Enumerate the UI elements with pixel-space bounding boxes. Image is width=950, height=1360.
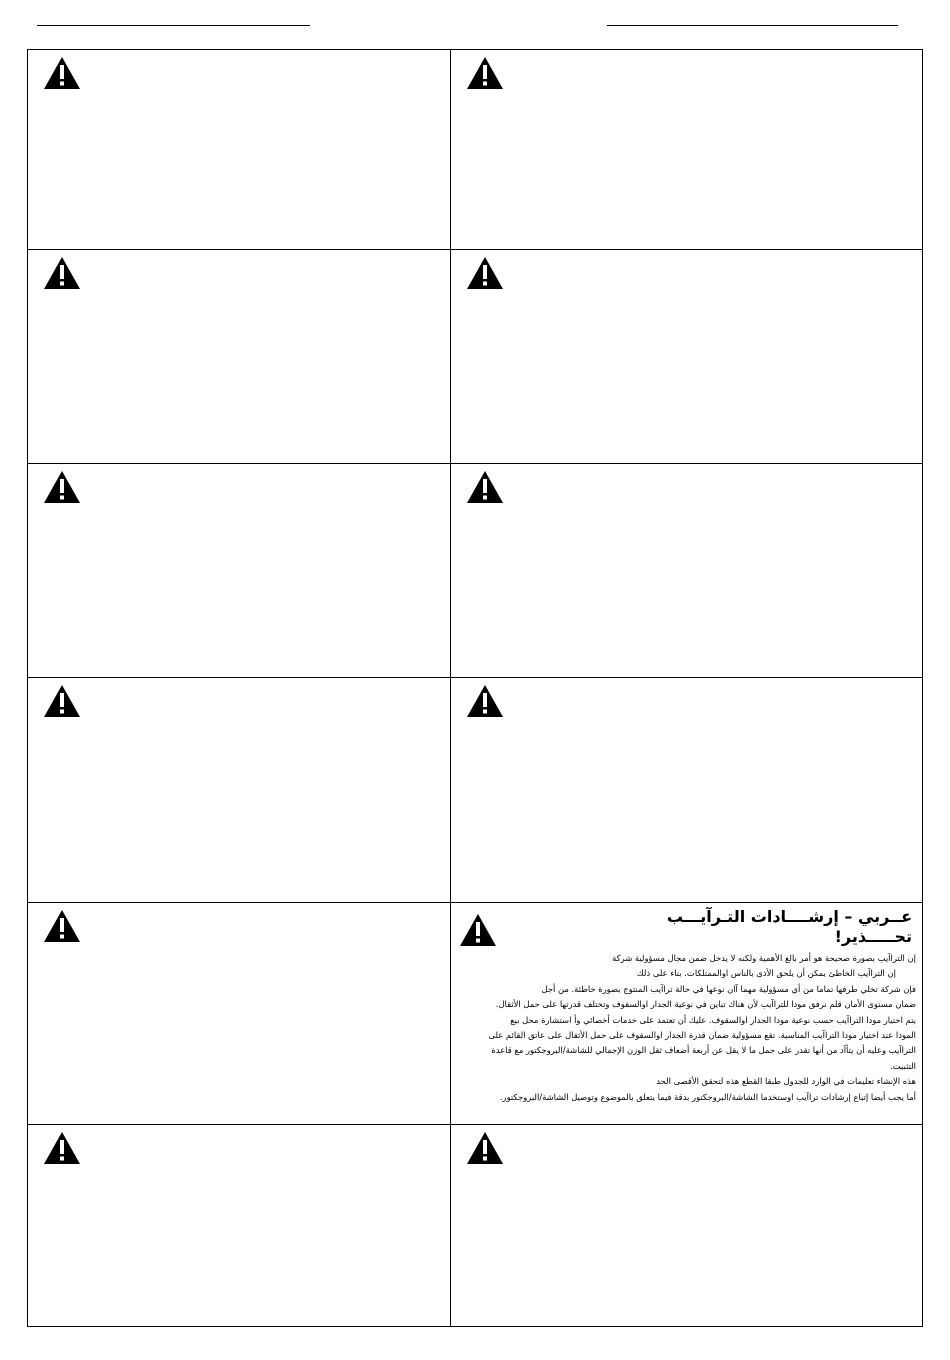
warning-triangle-icon bbox=[466, 256, 504, 290]
language-cell bbox=[28, 903, 451, 1124]
warning-triangle-icon bbox=[43, 1131, 81, 1165]
warning-triangle-icon bbox=[43, 470, 81, 504]
language-cell bbox=[28, 1125, 451, 1326]
body-line: إن التراآيب بصورة صحيحة هو أمر بالغ الأهمية ولكنه لا يدخل ضمن مجال مسؤولية شركة bbox=[612, 953, 916, 963]
warning-triangle-icon bbox=[43, 56, 81, 90]
language-cell bbox=[451, 50, 922, 249]
grid-row bbox=[28, 903, 922, 1125]
body-line: أما يجب أيضا إتباع إرشادات تراآيب اوستخدما الشاشة/البروجكتور بدقة فيما يتعلق بالموضوع وتوصيل الشاشة/البروجكتور. bbox=[499, 1091, 916, 1102]
warning-triangle-icon bbox=[43, 684, 81, 718]
warning-triangle-icon bbox=[43, 909, 81, 943]
grid-row bbox=[28, 678, 922, 903]
header-rule-right bbox=[607, 25, 898, 26]
language-cell bbox=[28, 464, 451, 677]
body-line: المودا عند اختيار مودا التراآيب المناسبة. تقع مسؤولية ضمان قدرة الجدار اوالسقوف على حمل الأثقال على عاتق القائم على bbox=[488, 1030, 916, 1041]
language-cell bbox=[451, 464, 922, 677]
warning-body bbox=[459, 951, 916, 1105]
warning-triangle-icon bbox=[466, 684, 504, 718]
language-cell bbox=[451, 1125, 922, 1326]
warning-triangle-icon bbox=[466, 1131, 504, 1165]
body-line: التراآيب وعليه أن يتأآد من أنها تقدر على حمل ما لا يقل عن أربعة أضعاف ثقل الوزن الإجمالي للشاشة/البروجكتور مع قاعدة bbox=[491, 1045, 916, 1056]
header-rule-left bbox=[37, 25, 310, 26]
grid-row bbox=[28, 50, 922, 250]
language-grid bbox=[27, 49, 923, 1327]
body-line: هذه الإنشاء تعليمات في الوارد للجدول طبقا القطع هذه لتحقق الأقصى الحد bbox=[656, 1076, 916, 1087]
warning-triangle-icon bbox=[43, 256, 81, 290]
language-cell bbox=[451, 678, 922, 902]
grid-row bbox=[28, 464, 922, 678]
body-line: التثبيت. bbox=[890, 1060, 916, 1071]
language-cell bbox=[28, 678, 451, 902]
body-line: فإن شركة تخلي طرفها تماما من أي مسؤولية مهما آان نوعها في حالة تراآيب المنتوج بصورة خاطئة. من أجل bbox=[541, 983, 916, 994]
language-cell bbox=[451, 250, 922, 463]
warning-heading: تحـــــذير! bbox=[834, 927, 912, 946]
arabic-text-block bbox=[459, 907, 916, 1105]
arabic-instructions-cell bbox=[451, 903, 922, 1124]
section-title: عــربي – إرشــــادات التـرآيـــب bbox=[666, 907, 912, 926]
language-cell bbox=[28, 50, 451, 249]
warning-triangle-icon bbox=[466, 56, 504, 90]
grid-row bbox=[28, 250, 922, 464]
grid-row bbox=[28, 1125, 922, 1326]
body-line: إن التراآيب الخاطئ يمكن أن يلحق الأذى بالناس اوالممتلكات. بناء على ذلك bbox=[636, 968, 896, 979]
language-cell bbox=[28, 250, 451, 463]
body-line: ضمان مستوى الأمان قلم نرفق مودا للتراآيب لأن هناك تباين في نوعية الجدار اوالسقوف وتختلف قدرتها على حمل الأثقال. bbox=[495, 999, 916, 1010]
warning-triangle-icon bbox=[466, 470, 504, 504]
body-line: يتم اختيار مودا التراآيب حسب نوعية مودا الجدار اوالسقوف. عليك أن تعتمد على خدمات أخصائي وأ استشارة محل بيع bbox=[510, 1014, 916, 1025]
